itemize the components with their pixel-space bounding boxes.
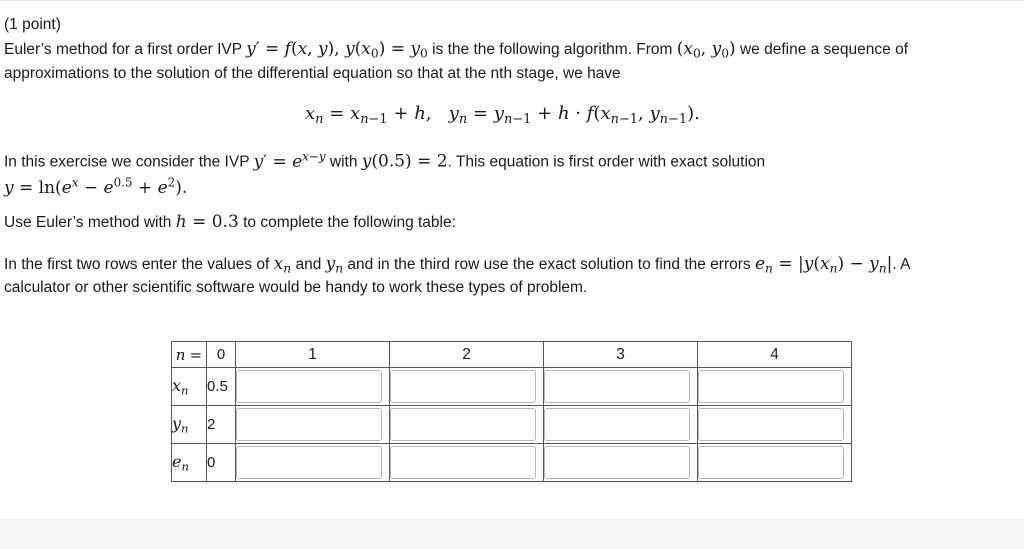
initial-condition-math: y(0.5) = 2 <box>361 151 448 172</box>
intro-text-3: we define a sequence of <box>735 41 909 58</box>
instr-and: and <box>291 256 326 273</box>
intro-text-2: is the the following algorithm. From <box>427 41 677 58</box>
intro-line-1 <box>4 39 908 64</box>
yn-1-input[interactable] <box>236 408 382 441</box>
header-col-3: 3 <box>544 342 698 368</box>
exercise-line-1 <box>4 146 765 173</box>
step-size-math: h = 0.3 <box>175 212 239 232</box>
table-header-row <box>172 342 852 368</box>
exercise-text-2: . This equation is first order with exact solution <box>447 153 766 171</box>
xn-cell-4 <box>698 368 852 406</box>
with-text: with <box>325 153 362 171</box>
table-row-xn <box>172 368 852 406</box>
xn-initial-value: 0.5 <box>207 368 236 406</box>
en-3-input[interactable] <box>544 446 690 479</box>
top-divider <box>0 0 1024 1</box>
xn-3-input[interactable] <box>544 370 690 403</box>
en-1-input[interactable] <box>236 446 382 479</box>
header-col-1: 1 <box>236 342 390 368</box>
error-formula-math: $e_n = |y(x_n) - y_n|$ <box>754 254 893 276</box>
en-2-input[interactable] <box>390 446 536 479</box>
step-text-2: to complete the following table: <box>238 214 456 231</box>
xn-2-input[interactable] <box>390 370 536 403</box>
yn-cell-2 <box>390 406 544 444</box>
exact-solution: $y = \ln(e^x - e^{0.5} + e^2)$. <box>4 175 188 198</box>
en-cell-1 <box>236 444 390 482</box>
euler-table <box>171 341 852 482</box>
xn-4-input[interactable] <box>698 370 844 403</box>
xn-cell-1 <box>236 368 390 406</box>
bottom-band <box>0 519 1024 549</box>
instruction-line-2: calculator or other scientific software would be handy to work these types of problem. <box>4 279 588 296</box>
yn-cell-4 <box>698 406 852 444</box>
xn-cell-3 <box>544 368 698 406</box>
en-cell-3 <box>544 444 698 482</box>
yn-initial-value: 2 <box>207 406 236 444</box>
en-cell-2 <box>390 444 544 482</box>
table-row-en <box>172 444 852 482</box>
intro-line-2: approximations to the solution of the differential equation so that at the nth stage, we have <box>4 65 621 82</box>
instr-text-3: . A <box>892 256 911 273</box>
points-label: (1 point) <box>4 16 61 33</box>
start-point-math: ($x_0$, $y_0$) <box>676 39 736 61</box>
row-label-xn: $x_n$ <box>172 368 207 406</box>
instr-text-2: and in the third row use the exact solution to find the errors <box>343 256 755 273</box>
header-col-4: 4 <box>698 342 852 368</box>
yn-2-input[interactable] <box>390 408 536 441</box>
euler-formula: $x_n = x_{n-1} + h$, $y_n = y_{n-1} + h \cdot f(x_{n-1}$, $y_{n-1}$). <box>305 103 700 127</box>
xn-1-input[interactable] <box>236 370 382 403</box>
header-col-2: 2 <box>390 342 544 368</box>
intro-text-1: Euler’s method for a first order IVP <box>4 41 247 58</box>
yn-3-input[interactable] <box>544 408 690 441</box>
exercise-text-1: In this exercise we consider the IVP <box>4 153 254 171</box>
en-cell-4 <box>698 444 852 482</box>
en-initial-value: 0 <box>207 444 236 482</box>
row-label-en: $e_n$ <box>172 444 207 482</box>
header-n-label: n = <box>172 342 207 368</box>
yn-cell-1 <box>236 406 390 444</box>
table-row-yn <box>172 406 852 444</box>
ivp-general-math: y′ = f(x, y), $y(x_0) = y_0$ <box>246 39 428 61</box>
step-text-1: Use Euler’s method with <box>4 214 176 231</box>
en-4-input[interactable] <box>698 446 844 479</box>
yn-cell-3 <box>544 406 698 444</box>
yn-4-input[interactable] <box>698 408 844 441</box>
instruction-line-1 <box>4 254 910 279</box>
xn-math: $x_n$ <box>273 254 292 276</box>
ivp-specific-math: $y' = e^{x-y}$ <box>253 149 326 172</box>
xn-cell-2 <box>390 368 544 406</box>
yn-math: $y_n$ <box>325 254 344 276</box>
instr-text-1: In the first two rows enter the values of <box>4 256 274 273</box>
row-label-yn: $y_n$ <box>172 406 207 444</box>
step-line <box>4 212 456 233</box>
header-n0: 0 <box>207 342 236 368</box>
